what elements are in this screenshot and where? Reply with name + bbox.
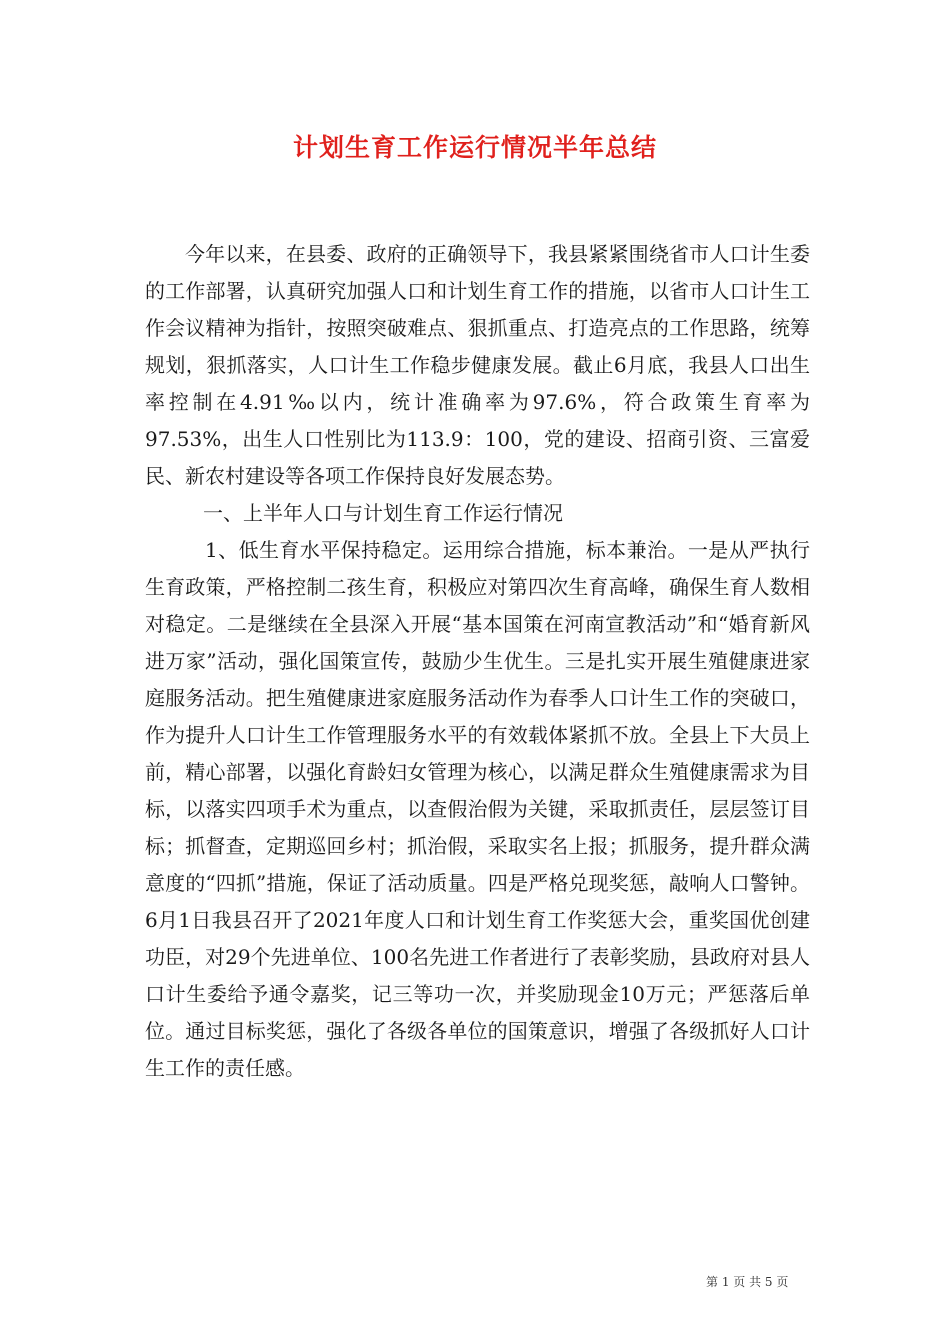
document-body: [145, 236, 810, 1087]
section-heading: 一、上半年人口与计划生育工作运行情况: [203, 501, 563, 525]
item-paragraph: 1、低生育水平保持稳定。运用综合措施，标本兼治。一是从严执行生育政策，严格控制二孩生育，积极应对第四次生育高峰，确保生育人数相对稳定。二是继续在全县深入开展“基本国策在河南宣教活动”和“婚育新风进万家”活动，强化国策宣传，鼓励少生优生。三是扎实开展生殖健康进家庭服务活动。把生殖健康进家庭服务活动作为春季人口计生工作的突破口，作为提升人口计生工作管理服务水平的有效载体紧抓不放。全县上下大员上前，精心部署，以强化育龄妇女管理为核心，以满足群众生殖健康需求为目标，以落实四项手术为重点，以查假治假为关键，采取抓责任，层层签订目标；抓督查，定期巡回乡村；抓治假，采取实名上报；抓服务，提升群众满意度的“四抓”措施，保证了活动质量。四是严格兑现奖惩，敲响人口警钟。6月1日我县召开了2021年度人口和计划生育工作奖惩大会，重奖国优创建功臣，对29个先进单位、100名先进工作者进行了表彰奖励，县政府对县人口计生委给予通令嘉奖，记三等功一次，并奖励现金10万元；严惩落后单位。通过目标奖惩，强化了各级各单位的国策意识，增强了各级抓好人口计生工作的责任感。: [145, 538, 810, 1080]
document-title: 计划生育工作运行情况半年总结: [292, 133, 657, 162]
intro-paragraph: 今年以来，在县委、政府的正确领导下，我县紧紧围绕省市人口计生委的工作部署，认真研究加强人口和计划生育工作的措施，以省市人口计生工作会议精神为指针，按照突破难点、狠抓重点、打造亮点的工作思路，统筹规划，狠抓落实，人口计生工作稳步健康发展。截止6月底，我县人口出生率控制在4.91‰以内，统计准确率为97.6%，符合政策生育率为97.53%，出生人口性别比为113.9：100，党的建设、招商引资、三富爱民、新农村建设等各项工作保持良好发展态势。: [145, 242, 810, 488]
page-footer: 第 1 页 共 5 页: [706, 1275, 789, 1289]
